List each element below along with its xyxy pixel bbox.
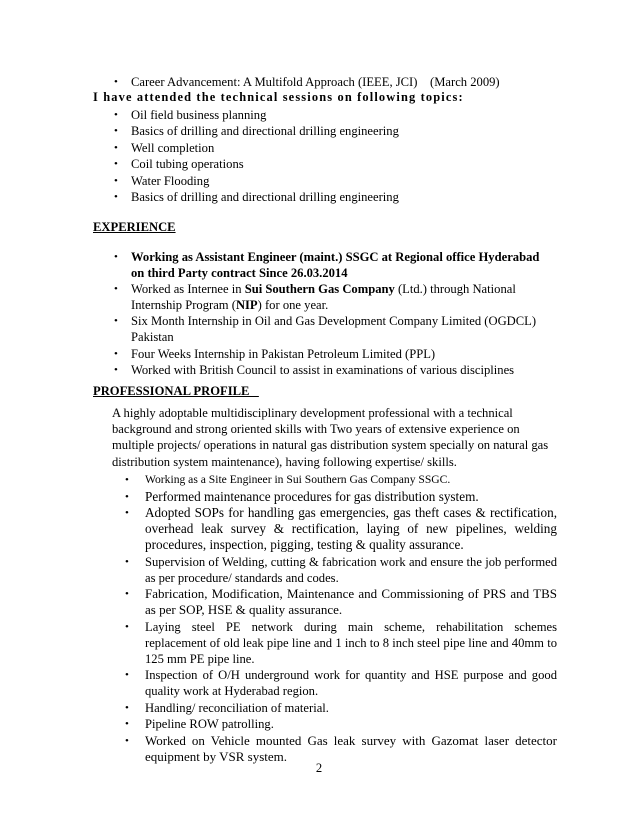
- bullet-icon: •: [114, 191, 118, 204]
- list-item: • Laying steel PE network during main scheme, rehabilitation schemes replacement of old leak pipe line and 1 inch to 8 inch steel pipe line and 40mm to 125 mm PE pipe line.: [125, 619, 557, 666]
- list-item: • Handling/ reconciliation of material.: [125, 700, 329, 715]
- bullet-icon: •: [114, 174, 118, 187]
- profile-summary: A highly adoptable multidisciplinary development professional with a technical background and strong oriented skills with Two years of extensive experience on multiple projects/ operations in natural gas distribution system specially on natural gas distribution system maintenance), having following expertise/ skills.: [112, 406, 549, 469]
- list-item: • Adopted SOPs for handling gas emergencies, gas theft cases & rectification, overhead leak survey & rectification, laying of new pipelines, welding procedures, inspection, pigging, testing & quality assurance.: [125, 505, 557, 552]
- list-item: • Oil field business planning: [114, 108, 267, 122]
- list-item: • Water Flooding: [114, 173, 210, 188]
- list-item: • Basics of drilling and directional drilling engineering: [114, 190, 399, 205]
- list-item: • Basics of drilling and directional drilling engineering: [114, 124, 399, 139]
- bullet-icon: •: [114, 141, 118, 154]
- bullet-icon: •: [125, 588, 129, 600]
- bullet-icon: •: [125, 490, 129, 503]
- bullet-icon: •: [125, 555, 129, 568]
- bullet-icon: •: [114, 347, 118, 360]
- list-item: • Inspection of O/H underground work for quantity and HSE purpose and good quality work at Hyderabad region.: [125, 668, 557, 698]
- list-item: • Four Weeks Internship in Pakistan Petroleum Limited (PPL): [114, 346, 436, 361]
- list-item: • Working as a Site Engineer in Sui Southern Gas Company SSGC.: [125, 473, 451, 486]
- experience-heading: EXPERIENCE: [93, 220, 176, 234]
- list-item: • Career Advancement: A Multifold Approach (IEEE, JCI) (March 2009): [114, 75, 500, 89]
- list-item: • Well completion: [114, 140, 215, 155]
- list-item: • Worked on Vehicle mounted Gas leak survey with Gazomat laser detector equipment by VSR system.: [125, 732, 557, 764]
- bullet-icon: •: [125, 474, 129, 486]
- list-item: • Working as Assistant Engineer (maint.) SSGC at Regional office Hyderabad on third Party contract Since 26.03.2014: [114, 250, 540, 281]
- bullet-icon: •: [114, 158, 118, 171]
- list-item: • Worked as Internee in Sui Southern Gas Company (Ltd.) through National Internship Program (NIP) for one year.: [114, 282, 516, 313]
- profile-heading: PROFESSIONAL PROFILE: [93, 384, 259, 398]
- bullet-icon: •: [114, 283, 118, 296]
- list-item: • Performed maintenance procedures for gas distribution system.: [125, 488, 479, 504]
- bullet-icon: •: [114, 125, 118, 138]
- list-item: • Coil tubing operations: [114, 157, 244, 172]
- list-item: • Fabrication, Modification, Maintenance and Commissioning of PRS and TBS as per SOP, HSE & quality assurance.: [125, 586, 557, 617]
- bullet-icon: •: [125, 620, 129, 633]
- bullet-icon: •: [114, 251, 118, 263]
- bullet-icon: •: [125, 701, 129, 714]
- bullet-icon: •: [114, 315, 118, 328]
- bullet-icon: •: [114, 109, 118, 121]
- page-number: 2: [315, 761, 323, 775]
- bullet-icon: •: [125, 507, 129, 519]
- experience-list: [114, 249, 551, 378]
- list-item: • Pipeline ROW patrolling.: [125, 717, 274, 731]
- sessions-heading: I have attended the technical sessions on following topics:: [93, 90, 464, 104]
- list-item: • Six Month Internship in Oil and Gas Development Company Limited (OGDCL) Pakistan: [114, 314, 537, 345]
- sessions-list: [114, 107, 571, 205]
- bullet-icon: •: [125, 669, 129, 681]
- profile-skills-list: [125, 472, 557, 765]
- list-item: • Supervision of Welding, cutting & fabrication work and ensure the job performed as per procedure/ standards and codes.: [125, 554, 557, 585]
- bullet-icon: •: [125, 734, 129, 747]
- bullet-icon: •: [114, 76, 118, 88]
- bullet-icon: •: [125, 718, 129, 730]
- training-list: [114, 74, 571, 90]
- list-item: • Worked with British Council to assist in examinations of various disciplines: [114, 362, 515, 377]
- bullet-icon: •: [114, 363, 118, 376]
